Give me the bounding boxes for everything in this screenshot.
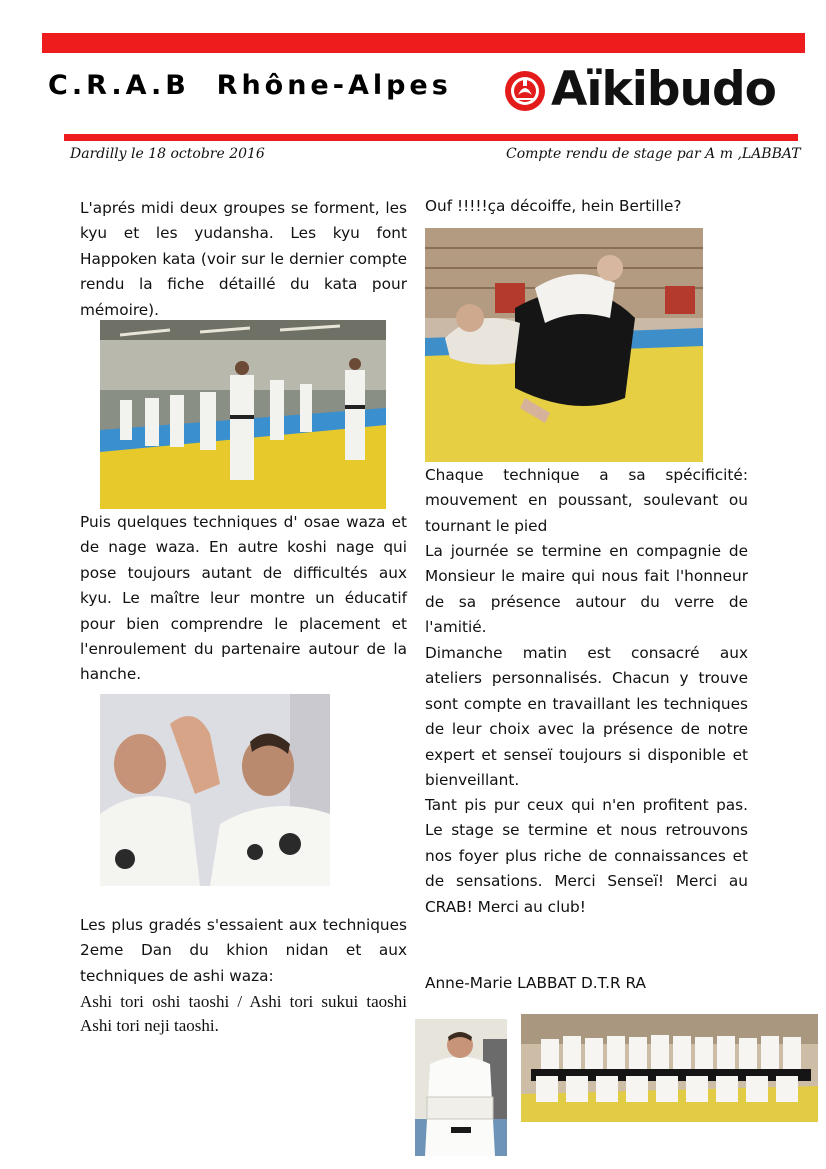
left-paragraph-2: Puis quelques techniques d' osae waza et de nage waza. En autre koshi nage qui pose toujours autant de difficultés aux kyu. Le maître leur montre un éducatif pour bien comprendre le placement et l'enroulement du partenaire autour de la hanche. bbox=[80, 513, 407, 684]
left-paragraph-3: Les plus gradés s'essaient aux techniques 2eme Dan du khion nidan et aux techniques de ashi waza: bbox=[80, 916, 407, 985]
aikibudo-emblem-icon bbox=[503, 69, 547, 113]
photo-group-portrait bbox=[521, 1014, 818, 1122]
right-paragraph-1: Ouf !!!!!ça décoiffe, hein Bertille? bbox=[425, 197, 682, 215]
header-red-bar-bottom bbox=[64, 134, 798, 141]
report-author: Compte rendu de stage par A m ,LABBAT bbox=[506, 146, 801, 162]
signature: Anne-Marie LABBAT D.T.R RA bbox=[425, 974, 646, 992]
club-title: C.R.A.B Rhône-Alpes bbox=[48, 70, 452, 101]
discipline-title: Aïkibudo bbox=[551, 62, 776, 117]
left-paragraph-4: Ashi tori oshi taoshi / Ashi tori sukui taoshi Ashi tori neji taoshi. bbox=[80, 992, 407, 1035]
right-paragraph-4: Dimanche matin est consacré aux ateliers personnalisés. Chacun y trouve sont compte en travaillant les techniques de leur choix avec la présence de notre expert et senseï toujours si disponible et bienveillant. bbox=[425, 644, 748, 790]
right-paragraph-3: La journée se termine en compagnie de Monsieur le maire qui nous fait l'honneur de sa présence autour du verre de l'amitié. bbox=[425, 542, 748, 637]
left-paragraph-1: L'aprés midi deux groupes se forment, les kyu et les yudansha. Les kyu font Happoken kata (voir sur le dernier compte rendu la fiche détaillé du kata pour mémoire). bbox=[80, 199, 407, 319]
header-red-bar-top bbox=[42, 33, 805, 53]
place-date: Dardilly le 18 octobre 2016 bbox=[70, 146, 265, 162]
right-paragraph-2: Chaque technique a sa spécificité: mouvement en poussant, soulevant ou tournant le pied bbox=[425, 466, 748, 535]
photo-group-training bbox=[100, 320, 386, 509]
photo-throw-action bbox=[425, 228, 703, 462]
photo-technique-closeup bbox=[100, 694, 330, 886]
right-paragraph-5: Tant pis pur ceux qui n'en profitent pas. Le stage se termine et nous retrouvons nos foyer plus riche de connaissances et de sensations. Merci Senseï! Merci au CRAB! Merci au club! bbox=[425, 796, 748, 916]
photo-portrait-award bbox=[415, 1019, 507, 1156]
